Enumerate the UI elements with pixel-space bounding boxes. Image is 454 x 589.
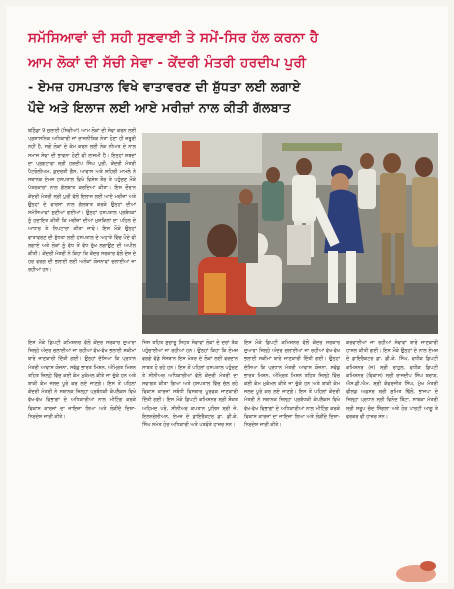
newspaper-clipping (6, 6, 448, 583)
article-column-2: ਜਿਸ ਤਹਿਤ ਸੁਚਾਰੂ ਸਿਹਤ ਸੇਵਾਵਾਂ ਲੋਕਾਂ ਦੇ ਦਰਾਂ ਤੱਕ ਪਹੁੰਚਾਈਆਂ ਜਾ ਰਹੀਆਂ ਹਨ। ਉਨ੍ਹਾਂ ਕਿਹਾ ਕਿ ਏਮਜ਼ ਵਰਗੇ ਵੱਡੇ ਸੰਸਥਾਨ ਇਸ ਖੇਤਰ ਦੇ ਲੋਕਾਂ ਲਈ ਵਰਦਾਨ ਸਾਬਤ ਹੋ ਰਹੇ ਹਨ। ਇਸ ਤੋਂ ਪਹਿਲਾਂ ਹਸਪਤਾਲ ਪਹੁੰਚਣ ਤੇ ਸੀਨੀਅਰ ਅਧਿਕਾਰੀਆਂ ਵੱਲੋਂ ਕੇਂਦਰੀ ਮੰਤਰੀ ਦਾ ਸਵਾਗਤ ਕੀਤਾ ਗਿਆ ਅਤੇ ਹਸਪਤਾਲ ਵਿੱਚ ਚੱਲ ਰਹੇ ਵਿਕਾਸ ਕਾਰਜਾਂ ਸਬੰਧੀ ਵਿਸਥਾਰ ਪੂਰਵਕ ਜਾਣਕਾਰੀ ਦਿੱਤੀ ਗਈ। ਇਸ ਮੌਕੇ ਡਿਪਟੀ ਕਮਿਸ਼ਨਰ ਸ਼੍ਰੀ ਸ਼ੌਕਤ ਅਹਿਮਦ ਪਰੇ, ਸੀਨੀਅਰ ਕਪਤਾਨ ਪੁਲਿਸ ਸ਼੍ਰੀ ਜੇ. ਇਲਨਚੇਲੀਅਨ, ਏਮਜ਼ ਦੇ ਡਾਇਰੈਕਟਰ ਡਾ. ਡੀ.ਕੇ. ਸਿੰਘ ਸਮੇਤ ਹੋਰ ਅਧਿਕਾਰੀ ਅਤੇ ਪਤਵੰਤੇ ਹਾਜ਼ਰ ਸਨ। (142, 340, 238, 429)
article-column-4: ਕਰਵਾਈਆਂ ਜਾ ਰਹੀਆਂ ਸੇਵਾਵਾਂ ਬਾਰੇ ਜਾਣਕਾਰੀ ਹਾਸਲ ਕੀਤੀ ਗਈ। ਇਸ ਮੌਕੇ ਉਨ੍ਹਾਂ ਦੇ ਨਾਲ ਏਮਜ਼ ਦੇ ਡਾਇਰੈਕਟਰ ਡਾ. ਡੀ.ਕੇ. ਸਿੰਘ, ਵਧੀਕ ਡਿਪਟੀ ਕਮਿਸ਼ਨਰ (ਜ) ਸ੍ਰੀ ਰਾਹੁਲ, ਵਧੀਕ ਡਿਪਟੀ ਕਮਿਸ਼ਨਰ (ਵਿਕਾਸ) ਸ੍ਰੀ ਰਾਜਦੀਪ ਸਿੰਘ ਬਰਾੜ, ਐਸ.ਡੀ.ਐਮ. ਸ਼੍ਰੀ ਕੰਵਰਜੀਤ ਸਿੰਘ, ਮੁੱਖ ਮੰਤਰੀ ਫੀਲਡ ਅਫ਼ਸਰ ਸ਼੍ਰੀ ਸੁਮਿਤ ਢਿੱਲੋਂ, ਭਾਜਪਾ ਦੇ ਜ਼ਿਲ੍ਹਾ ਪ੍ਰਧਾਨ ਸ੍ਰੀ ਵਿਨੋਦ ਬਿੰਟਾ, ਸਾਬਕਾ ਮੰਤਰੀ ਸ੍ਰੀ ਸਰੂਪ ਚੰਦ ਸਿੰਗਲਾ ਅਤੇ ਹੋਰ ਪਾਰਟੀ ਆਗੂ ਤੇ ਵਰਕਰ ਵੀ ਹਾਜ਼ਰ ਸਨ। (346, 340, 438, 420)
subheadline-line-2: ਪੌਦੇ ਅਤੇ ਇਲਾਜ ਲਈ ਆਏ ਮਰੀਜ਼ਾਂ ਨਾਲ ਕੀਤੀ ਗੱਲਬਾਤ (28, 100, 291, 115)
headline-line-1: ਸਮੱਸਿਆਵਾਂ ਦੀ ਸਹੀ ਸੁਣਵਾਈ ਤੇ ਸਮੇਂ-ਸਿਰ ਹੱਲ ਕਰਨਾ ਹੈ (28, 30, 319, 46)
article-column-1: ਬਠਿੰਡਾ 9 ਜੁਲਾਈ (ਸਿਵੀਆਂ) ਆਮ ਲੋਕਾਂ ਦੀ ਸੇਵਾ ਕਰਨ ਲਈ ਪ੍ਰਸ਼ਾਸਨਿਕ ਅਧਿਕਾਰੀ ਜਾਂ ਰਾਜਨੀਤਿਕ ਨੇਤਾ ਹੋਣਾ ਹੀ ਜ਼ਰੂਰੀ ਨਹੀਂ ਹੈ, ਸਗੋਂ ਲੋਕਾਂ ਦੇ ਕੰਮ ਕਰਨ ਲਈ ਨੇਕ ਨੀਅਤ ਦੇ ਨਾਲ ਸਮਾਜ ਸੇਵਾ ਦੀ ਭਾਵਨਾ ਹੋਣੀ ਵੀ ਲਾਜ਼ਮੀ ਹੈ। ਇਨ੍ਹਾਂ ਸ਼ਬਦਾਂ ਦਾ ਪ੍ਰਗਟਾਵਾ ਸ਼੍ਰੀ ਹਰਦੀਪ ਸਿੰਘ ਪੁਰੀ, ਕੇਂਦਰੀ ਮੰਤਰੀ ਪੈਟਰੋਲੀਅਮ, ਕੁਦਰਤੀ ਗੈਸ, ਆਵਾਸ ਅਤੇ ਸ਼ਹਿਰੀ ਮਾਮਲੇ ਨੇ ਸਥਾਨਕ ਏਮਜ਼ ਹਸਪਤਾਲ ਵਿਖੇ ਵਿਸ਼ੇਸ਼ ਤੌਰ ਤੇ ਪਹੁੰਚਣ ਮੌਕੇ ਪੱਤਰਕਾਰਾਂ ਨਾਲ ਗੱਲਬਾਤ ਕਰਦਿਆਂ ਕੀਤਾ। ਇਸ ਦੌਰਾਨ ਕੇਂਦਰੀ ਮੰਤਰੀ ਸ੍ਰੀ ਪੁਰੀ ਵੱਲੋਂ ਇਲਾਜ ਲਈ ਆਏ ਮਰੀਜ਼ਾਂ ਅਤੇ ਉਨ੍ਹਾਂ ਦੇ ਵਾਰਸਾਂ ਨਾਲ ਗੱਲਬਾਤ ਕਰਕੇ ਉਨ੍ਹਾਂ ਦੀਆਂ ਸਮੱਸਿਆਵਾਂ ਸੁਣੀਆਂ ਗਈਆਂ। ਉਨ੍ਹਾਂ ਹਸਪਤਾਲ ਪ੍ਰਬੰਧਕਾਂ ਨੂੰ ਹਦਾਇਤ ਕੀਤੀ ਕਿ ਮਰੀਜ਼ਾਂ ਦੀਆਂ ਮੁਸ਼ਕਿਲਾਂ ਦਾ ਪਹਿਲ ਦੇ ਆਧਾਰ ਤੇ ਨਿਪਟਾਰਾ ਕੀਤਾ ਜਾਵੇ। ਇਸ ਮੌਕੇ ਉਨ੍ਹਾਂ ਵਾਤਾਵਰਣ ਦੀ ਸ਼ੁੱਧਤਾ ਲਈ ਹਸਪਤਾਲ ਦੇ ਅਹਾਤੇ ਵਿੱਚ ਪੌਦੇ ਵੀ ਲਗਾਏ ਅਤੇ ਲੋਕਾਂ ਨੂੰ ਵੱਧ ਤੋਂ ਵੱਧ ਰੁੱਖ ਲਗਾਉਣ ਦੀ ਅਪੀਲ ਕੀਤੀ। ਕੇਂਦਰੀ ਮੰਤਰੀ ਨੇ ਕਿਹਾ ਕਿ ਕੇਂਦਰ ਸਰਕਾਰ ਵੱਲੋਂ ਦੇਸ਼ ਦੇ ਹਰ ਵਰਗ ਦੀ ਭਲਾਈ ਲਈ ਅਨੇਕਾਂ ਯੋਜਨਾਵਾਂ ਚਲਾਈਆਂ ਜਾ ਰਹੀਆਂ ਹਨ। (28, 128, 136, 274)
photo-illustration (142, 133, 438, 334)
article-column-1-cont-text: ਇਸ ਮੌਕੇ ਡਿਪਟੀ ਕਮਿਸ਼ਨਰ ਵੱਲੋਂ ਕੇਂਦਰ ਸਰਕਾਰ ਦੁਆਰਾ ਜ਼ਿਲ੍ਹੇ ਅੰਦਰ ਚਲਾਈਆਂ ਜਾ ਰਹੀਆਂ ਵੱਖ-ਵੱਖ ਭਲਾਈ ਸਕੀਮਾਂ ਬਾਰੇ ਜਾਣਕਾਰੀ ਦਿੱਤੀ ਗਈ। ਉਨ੍ਹਾਂ ਦੱਸਿਆ ਕਿ ਪ੍ਰਧਾਨ ਮੰਤਰੀ ਆਵਾਸ ਯੋਜਨਾ, ਸਵੱਛ ਭਾਰਤ ਮਿਸ਼ਨ, ਅੰਮ੍ਰਿਤ ਮਿਸ਼ਨ ਤਹਿਤ ਜ਼ਿਲ੍ਹੇ ਵਿੱਚ ਕਈ ਕੰਮ ਮੁਕੰਮਲ ਕੀਤੇ ਜਾ ਚੁੱਕੇ ਹਨ ਅਤੇ ਬਾਕੀ ਕੰਮ ਜਲਦ ਪੂਰੇ ਕਰ ਲਏ ਜਾਣਗੇ। ਇਸ ਤੋਂ ਪਹਿਲਾਂ ਕੇਂਦਰੀ ਮੰਤਰੀ ਨੇ ਸਥਾਨਕ ਜ਼ਿਲ੍ਹਾ ਪ੍ਰਬੰਧਕੀ ਕੰਪਲੈਕਸ ਵਿਖੇ ਵੱਖ-ਵੱਖ ਵਿਭਾਗਾਂ ਦੇ ਅਧਿਕਾਰੀਆਂ ਨਾਲ ਮੀਟਿੰਗ ਕਰਕੇ ਵਿਕਾਸ ਕਾਰਜਾਂ ਦਾ ਜਾਇਜ਼ਾ ਲਿਆ ਅਤੇ ਲੋੜੀਂਦੇ ਦਿਸ਼ਾ-ਨਿਰਦੇਸ਼ ਜਾਰੀ ਕੀਤੇ। (28, 340, 136, 420)
article-photo (142, 133, 438, 334)
headline (28, 26, 438, 118)
headline-line-2: ਆਮ ਲੋਕਾਂ ਦੀ ਸੱਚੀ ਸੇਵਾ - ਕੇਂਦਰੀ ਮੰਤਰੀ ਹਰਦੀਪ ਪੁਰੀ (28, 55, 307, 71)
decorative-corner-graphic (368, 552, 438, 582)
article-body (28, 127, 438, 582)
subheadline-line-1: - ਏਮਜ਼ ਹਸਪਤਾਲ ਵਿਖੇ ਵਾਤਾਵਰਣ ਦੀ ਸ਼ੁੱਧਤਾ ਲਈ ਲਗਾਏ (28, 79, 301, 94)
article-column-1-cont (28, 339, 136, 582)
article-column-3: ਇਸ ਮੌਕੇ ਡਿਪਟੀ ਕਮਿਸ਼ਨਰ ਵੱਲੋਂ ਕੇਂਦਰ ਸਰਕਾਰ ਦੁਆਰਾ ਜ਼ਿਲ੍ਹੇ ਅੰਦਰ ਚਲਾਈਆਂ ਜਾ ਰਹੀਆਂ ਵੱਖ-ਵੱਖ ਭਲਾਈ ਸਕੀਮਾਂ ਬਾਰੇ ਜਾਣਕਾਰੀ ਦਿੱਤੀ ਗਈ। ਉਨ੍ਹਾਂ ਦੱਸਿਆ ਕਿ ਪ੍ਰਧਾਨ ਮੰਤਰੀ ਆਵਾਸ ਯੋਜਨਾ, ਸਵੱਛ ਭਾਰਤ ਮਿਸ਼ਨ, ਅੰਮ੍ਰਿਤ ਮਿਸ਼ਨ ਤਹਿਤ ਜ਼ਿਲ੍ਹੇ ਵਿੱਚ ਕਈ ਕੰਮ ਮੁਕੰਮਲ ਕੀਤੇ ਜਾ ਚੁੱਕੇ ਹਨ ਅਤੇ ਬਾਕੀ ਕੰਮ ਜਲਦ ਪੂਰੇ ਕਰ ਲਏ ਜਾਣਗੇ। ਇਸ ਤੋਂ ਪਹਿਲਾਂ ਕੇਂਦਰੀ ਮੰਤਰੀ ਨੇ ਸਥਾਨਕ ਜ਼ਿਲ੍ਹਾ ਪ੍ਰਬੰਧਕੀ ਕੰਪਲੈਕਸ ਵਿਖੇ ਵੱਖ-ਵੱਖ ਵਿਭਾਗਾਂ ਦੇ ਅਧਿਕਾਰੀਆਂ ਨਾਲ ਮੀਟਿੰਗ ਕਰਕੇ ਵਿਕਾਸ ਕਾਰਜਾਂ ਦਾ ਜਾਇਜ਼ਾ ਲਿਆ ਅਤੇ ਲੋੜੀਂਦੇ ਦਿਸ਼ਾ-ਨਿਰਦੇਸ਼ ਜਾਰੀ ਕੀਤੇ। (244, 340, 340, 429)
